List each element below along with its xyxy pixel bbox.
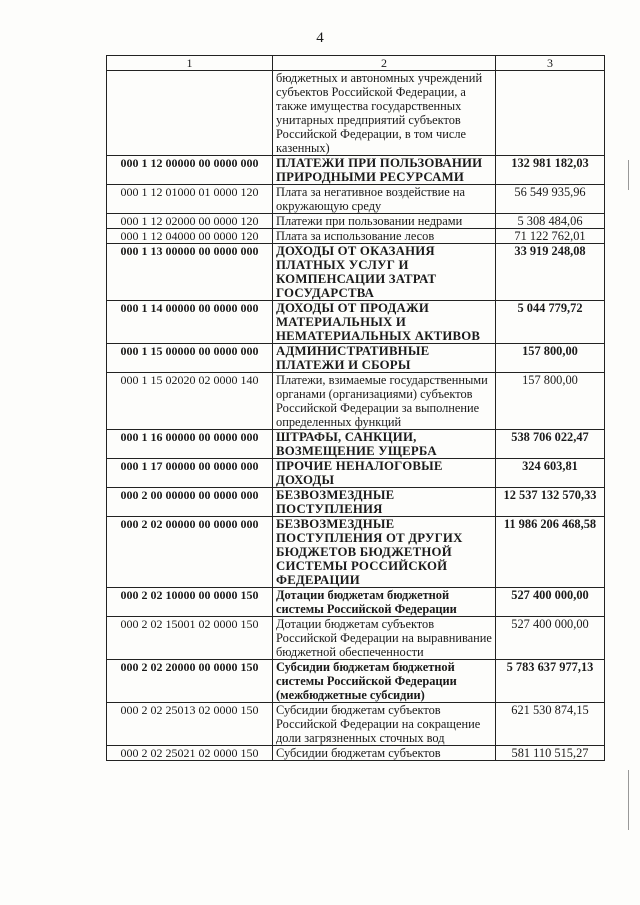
budget-code-cell: 000 1 12 01000 01 0000 120 (107, 185, 273, 214)
budget-code-cell: 000 1 14 00000 00 0000 000 (107, 301, 273, 344)
table-row (107, 214, 605, 229)
table-row (107, 703, 605, 746)
budget-code-cell: 000 2 02 10000 00 0000 150 (107, 588, 273, 617)
amount-cell: 157 800,00 (496, 344, 605, 373)
amount-cell: 527 400 000,00 (496, 617, 605, 660)
revenue-name-cell: ПРОЧИЕ НЕНАЛОГОВЫЕ ДОХОДЫ (273, 459, 496, 488)
table-row (107, 156, 605, 185)
revenue-name-cell: ДОХОДЫ ОТ ПРОДАЖИ МАТЕРИАЛЬНЫХ И НЕМАТЕРИАЛЬНЫХ АКТИВОВ (273, 301, 496, 344)
amount-cell: 12 537 132 570,33 (496, 488, 605, 517)
column-header-name: 2 (273, 56, 496, 71)
revenue-name-cell: Субсидии бюджетам бюджетной системы Российской Федерации (межбюджетные субсидии) (273, 660, 496, 703)
budget-code-cell: 000 1 15 00000 00 0000 000 (107, 344, 273, 373)
table-row (107, 229, 605, 244)
budget-code-cell: 000 1 12 02000 00 0000 120 (107, 214, 273, 229)
scan-edge-mark (628, 160, 629, 190)
budget-code-cell: 000 2 00 00000 00 0000 000 (107, 488, 273, 517)
table-row (107, 588, 605, 617)
revenue-name-cell: Субсидии бюджетам субъектов (273, 746, 496, 761)
budget-code-cell: 000 1 15 02020 02 0000 140 (107, 373, 273, 430)
amount-cell: 538 706 022,47 (496, 430, 605, 459)
budget-code-cell: 000 2 02 00000 00 0000 000 (107, 517, 273, 588)
amount-cell (496, 71, 605, 156)
table-row (107, 617, 605, 660)
revenue-name-cell: ДОХОДЫ ОТ ОКАЗАНИЯ ПЛАТНЫХ УСЛУГ И КОМПЕНСАЦИИ ЗАТРАТ ГОСУДАРСТВА (273, 244, 496, 301)
amount-cell: 5 308 484,06 (496, 214, 605, 229)
budget-code-cell: 000 1 12 04000 00 0000 120 (107, 229, 273, 244)
amount-cell: 581 110 515,27 (496, 746, 605, 761)
scan-edge-mark (628, 770, 629, 830)
budget-code-cell: 000 2 02 25021 02 0000 150 (107, 746, 273, 761)
amount-cell: 5 783 637 977,13 (496, 660, 605, 703)
column-header-code: 1 (107, 56, 273, 71)
revenue-name-cell: Платежи, взимаемые государственными органами (организациями) субъектов Российской Федерации за выполнение определенных функций (273, 373, 496, 430)
amount-cell: 157 800,00 (496, 373, 605, 430)
amount-cell: 5 044 779,72 (496, 301, 605, 344)
column-header-amount: 3 (496, 56, 605, 71)
table-row (107, 746, 605, 761)
revenue-name-cell: БЕЗВОЗМЕЗДНЫЕ ПОСТУПЛЕНИЯ (273, 488, 496, 517)
table-row (107, 488, 605, 517)
table-row (107, 517, 605, 588)
page-number: 4 (316, 30, 324, 46)
revenue-name-cell: Дотации бюджетам субъектов Российской Федерации на выравнивание бюджетной обеспеченности (273, 617, 496, 660)
table-header-row (107, 56, 605, 71)
revenue-name-cell: Дотации бюджетам бюджетной системы Российской Федерации (273, 588, 496, 617)
budget-code-cell: 000 1 17 00000 00 0000 000 (107, 459, 273, 488)
budget-code-cell: 000 1 12 00000 00 0000 000 (107, 156, 273, 185)
budget-code-cell: 000 1 16 00000 00 0000 000 (107, 430, 273, 459)
revenue-name-cell: Плата за использование лесов (273, 229, 496, 244)
table-row (107, 459, 605, 488)
amount-cell: 527 400 000,00 (496, 588, 605, 617)
table-row (107, 244, 605, 301)
amount-cell: 33 919 248,08 (496, 244, 605, 301)
amount-cell: 56 549 935,96 (496, 185, 605, 214)
amount-cell: 71 122 762,01 (496, 229, 605, 244)
amount-cell: 621 530 874,15 (496, 703, 605, 746)
amount-cell: 11 986 206 468,58 (496, 517, 605, 588)
revenue-name-cell: Платежи при пользовании недрами (273, 214, 496, 229)
table-row (107, 373, 605, 430)
table-row (107, 344, 605, 373)
budget-code-cell: 000 2 02 20000 00 0000 150 (107, 660, 273, 703)
revenue-name-cell: ПЛАТЕЖИ ПРИ ПОЛЬЗОВАНИИ ПРИРОДНЫМИ РЕСУРСАМИ (273, 156, 496, 185)
revenue-name-cell: бюджетных и автономных учреждений субъектов Российской Федерации, а также имущества государственных унитарных предприятий субъектов Российской Федерации, в том числе казенных) (273, 71, 496, 156)
table-row (107, 430, 605, 459)
amount-cell: 324 603,81 (496, 459, 605, 488)
table-row (107, 660, 605, 703)
budget-code-cell: 000 1 13 00000 00 0000 000 (107, 244, 273, 301)
budget-code-cell (107, 71, 273, 156)
revenue-name-cell: Субсидии бюджетам субъектов Российской Федерации на сокращение доли загрязненных сточных вод (273, 703, 496, 746)
revenue-name-cell: АДМИНИСТРАТИВНЫЕ ПЛАТЕЖИ И СБОРЫ (273, 344, 496, 373)
table-body (107, 71, 605, 761)
table-row (107, 185, 605, 214)
table-row (107, 301, 605, 344)
table-row (107, 71, 605, 156)
budget-code-cell: 000 2 02 15001 02 0000 150 (107, 617, 273, 660)
budget-code-cell: 000 2 02 25013 02 0000 150 (107, 703, 273, 746)
amount-cell: 132 981 182,03 (496, 156, 605, 185)
revenue-name-cell: БЕЗВОЗМЕЗДНЫЕ ПОСТУПЛЕНИЯ ОТ ДРУГИХ БЮДЖЕТОВ БЮДЖЕТНОЙ СИСТЕМЫ РОССИЙСКОЙ ФЕДЕРАЦИИ (273, 517, 496, 588)
budget-revenue-table (106, 55, 605, 761)
revenue-name-cell: ШТРАФЫ, САНКЦИИ, ВОЗМЕЩЕНИЕ УЩЕРБА (273, 430, 496, 459)
revenue-name-cell: Плата за негативное воздействие на окружающую среду (273, 185, 496, 214)
